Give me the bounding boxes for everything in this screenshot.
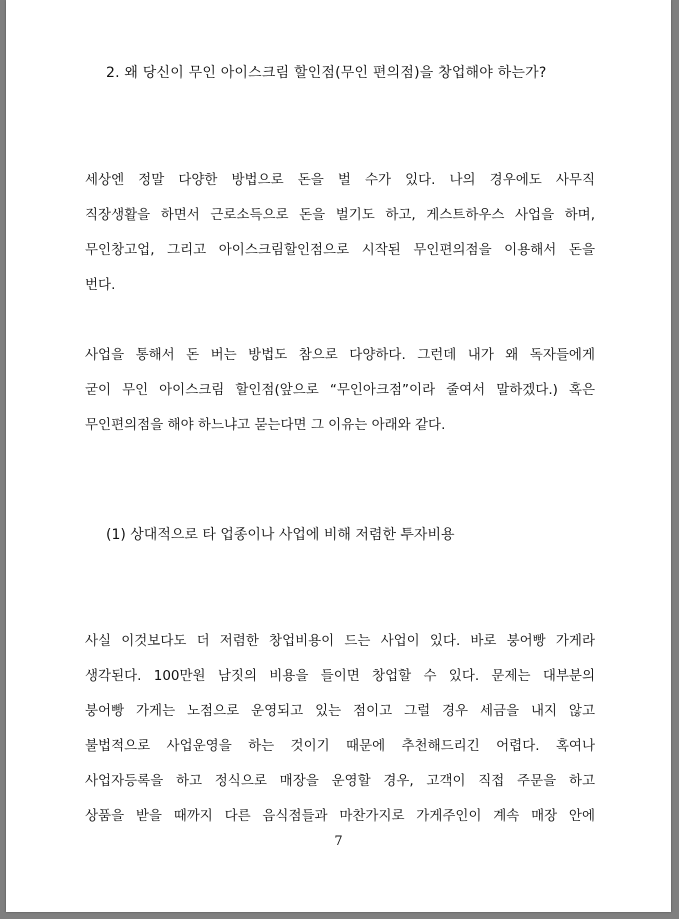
document-page — [6, 0, 671, 912]
section-heading: 2. 왜 당신이 무인 아이스크림 할인점(무인 편의점)을 창업해야 하는가? — [106, 65, 547, 81]
paragraph-line: 직장생활을 하면서 근로소득으로 돈을 벌기도 하고, 게스트하우스 사업을 하며, — [85, 207, 595, 223]
paragraph-line: 붕어빵 가게는 노점으로 운영되고 있는 점이고 그럴 경우 세금을 내지 않고 — [85, 703, 595, 719]
paragraph-line: 상품을 받을 때까지 다른 음식점들과 마찬가지로 가게주인이 계속 매장 안에 — [85, 808, 595, 824]
paragraph-line: 번다. — [85, 277, 116, 293]
paragraph-1 — [85, 163, 595, 303]
paragraph-line: 생각된다. 100만원 남짓의 비용을 들이면 창업할 수 있다. 문제는 대부분의 — [85, 668, 595, 684]
paragraph-line: 무인창고업, 그리고 아이스크림할인점으로 시작된 무인편의점을 이용해서 돈을 — [85, 242, 595, 258]
paragraph-line: 굳이 무인 아이스크림 할인점(앞으로 “무인아크점”이라 줄여서 말하겠다.) 혹은 — [85, 382, 595, 398]
paragraph-line: 불법적으로 사업운영을 하는 것이기 때문에 추천해드리긴 어렵다. 혹여나 — [85, 738, 595, 754]
page-number: 7 — [334, 834, 343, 849]
paragraph-line: 사업을 통해서 돈 버는 방법도 참으로 다양하다. 그런데 내가 왜 독자들에게 — [85, 347, 595, 363]
paragraph-line: 사실 이것보다도 더 저렴한 창업비용이 드는 사업이 있다. 바로 붕어빵 가게라 — [85, 633, 595, 649]
paragraph-line: 무인편의점을 해야 하느냐고 묻는다면 그 이유는 아래와 같다. — [85, 417, 446, 433]
subsection-heading: (1) 상대적으로 타 업종이나 사업에 비해 저렴한 투자비용 — [106, 527, 455, 543]
paragraph-line: 사업자등록을 하고 정식으로 매장을 운영할 경우, 고객이 직접 주문을 하고 — [85, 773, 595, 789]
paragraph-2 — [85, 338, 595, 443]
paragraph-line: 세상엔 정말 다양한 방법으로 돈을 벌 수가 있다. 나의 경우에도 사무직 — [85, 172, 595, 188]
paragraph-3 — [85, 624, 595, 834]
